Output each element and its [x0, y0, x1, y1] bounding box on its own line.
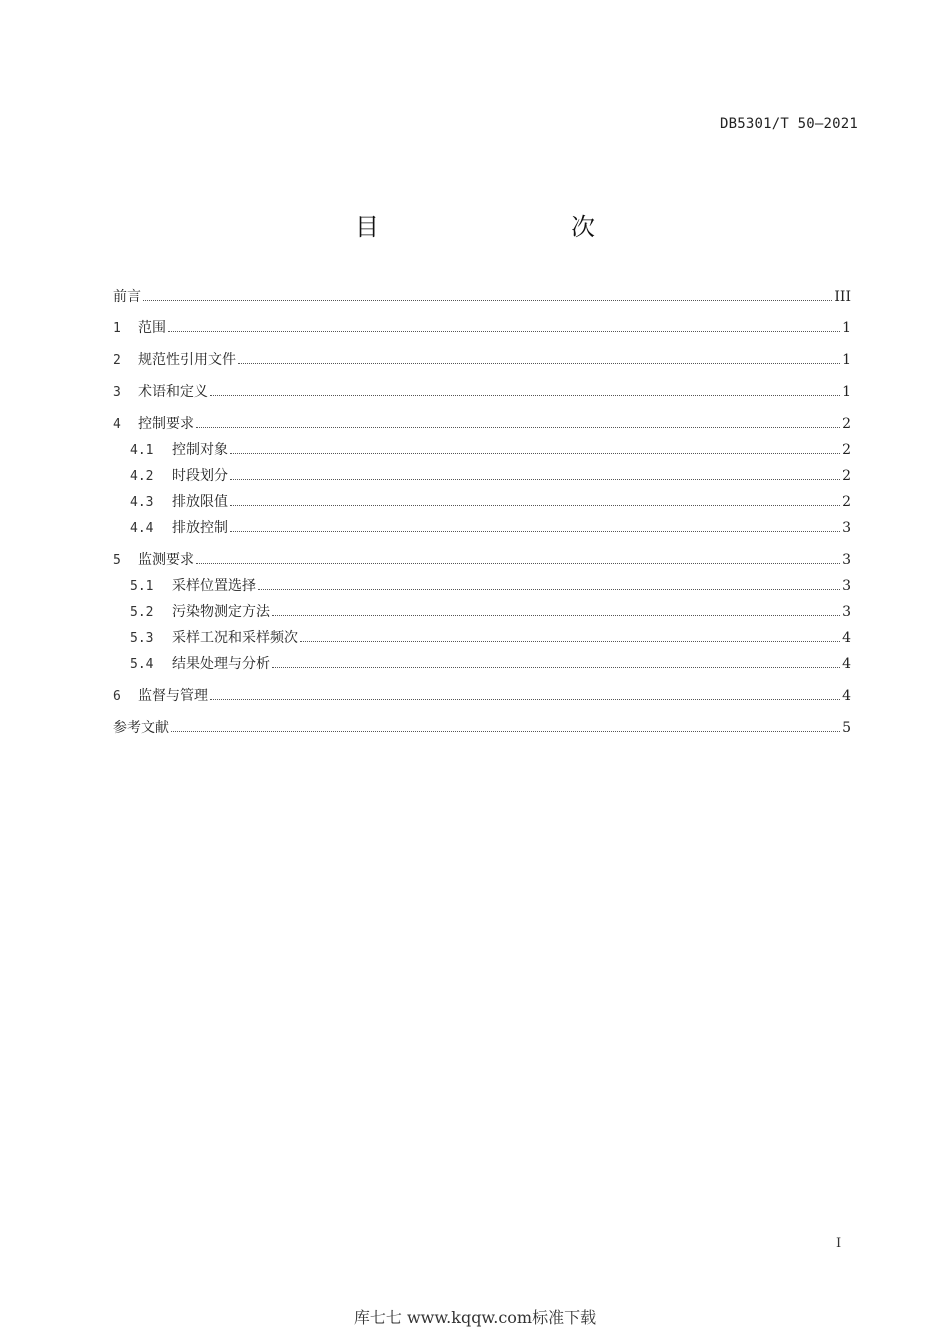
toc-number: 4.4 — [130, 521, 154, 536]
toc-number: 4.2 — [130, 469, 154, 484]
toc-number: 4.1 — [130, 443, 154, 458]
toc-entry-5-1[interactable] — [113, 576, 851, 597]
toc-entry-1[interactable] — [113, 318, 851, 339]
toc-label: 范围 — [138, 320, 166, 336]
toc-number: 6 — [113, 689, 121, 704]
toc-label: 时段划分 — [172, 468, 228, 484]
dot-leader — [300, 640, 840, 642]
toc-page-number: 3 — [842, 552, 851, 568]
dot-leader — [230, 452, 840, 454]
toc-label: 采样位置选择 — [172, 578, 256, 594]
toc-number: 5 — [113, 553, 121, 568]
toc-label: 前言 — [113, 289, 141, 305]
dot-leader — [230, 478, 840, 480]
toc-label: 监测要求 — [138, 552, 194, 568]
toc-page-number: 4 — [842, 688, 851, 704]
toc-number: 5.4 — [130, 657, 154, 672]
toc-page-number: 2 — [842, 442, 851, 458]
toc-label: 规范性引用文件 — [138, 352, 236, 368]
toc-page-number: 4 — [842, 656, 851, 672]
toc-page-number: 1 — [842, 384, 851, 400]
toc-entry-4-1[interactable] — [113, 440, 851, 461]
toc-label: 控制要求 — [138, 416, 194, 432]
toc-label: 结果处理与分析 — [172, 656, 270, 672]
toc-entry-2[interactable] — [113, 350, 851, 371]
toc-entry-foreword[interactable] — [113, 287, 851, 307]
toc-page-number: 1 — [842, 320, 851, 336]
toc-label: 采样工况和采样频次 — [172, 630, 298, 646]
toc-label: 污染物测定方法 — [172, 604, 270, 620]
toc-number: 5.1 — [130, 579, 154, 594]
toc-entry-5[interactable] — [113, 550, 851, 571]
toc-page-number: 3 — [842, 604, 851, 620]
toc-entry-4-2[interactable] — [113, 466, 851, 487]
toc-page-number: 4 — [842, 630, 851, 646]
toc-entry-4[interactable] — [113, 414, 851, 435]
dot-leader — [143, 299, 832, 301]
dot-leader — [196, 562, 840, 564]
dot-leader — [210, 698, 840, 700]
toc-page-number: 5 — [842, 720, 851, 736]
dot-leader — [210, 394, 840, 396]
document-code: DB5301/T 50—2021 — [719, 116, 858, 132]
dot-leader — [238, 362, 840, 364]
toc-page-number: 3 — [842, 520, 851, 536]
toc-entry-4-4[interactable] — [113, 518, 851, 539]
toc-label: 排放控制 — [172, 520, 228, 536]
dot-leader — [168, 330, 840, 332]
toc-label: 控制对象 — [172, 442, 228, 458]
toc-entry-references[interactable] — [113, 718, 851, 738]
toc-label: 术语和定义 — [138, 384, 208, 400]
toc-number: 2 — [113, 353, 121, 368]
toc-number: 4.3 — [130, 495, 154, 510]
toc-number: 5.3 — [130, 631, 154, 646]
dot-leader — [230, 530, 840, 532]
toc-page-number: 2 — [842, 494, 851, 510]
dot-leader — [272, 666, 840, 668]
toc-number: 4 — [113, 417, 121, 432]
toc-entry-3[interactable] — [113, 382, 851, 403]
dot-leader — [196, 426, 840, 428]
watermark-text: 库七七 www.kqqw.com标准下载 — [353, 1308, 597, 1327]
dot-leader — [230, 504, 840, 506]
toc-page-number: 1 — [842, 352, 851, 368]
toc-number: 1 — [113, 321, 121, 336]
toc-label: 监督与管理 — [138, 688, 208, 704]
page-number: I — [836, 1236, 842, 1251]
toc-entry-4-3[interactable] — [113, 492, 851, 513]
page-title: 目 次 — [355, 213, 643, 241]
toc-page-number: 3 — [842, 578, 851, 594]
dot-leader — [258, 588, 840, 590]
toc-number: 3 — [113, 385, 121, 400]
toc-page-number: III — [834, 289, 851, 305]
toc-entry-5-2[interactable] — [113, 602, 851, 623]
dot-leader — [171, 730, 840, 732]
toc-number: 5.2 — [130, 605, 154, 620]
toc-label: 参考文献 — [113, 720, 169, 736]
toc-entry-5-4[interactable] — [113, 654, 851, 675]
toc-label: 排放限值 — [172, 494, 228, 510]
dot-leader — [272, 614, 840, 616]
toc-entry-5-3[interactable] — [113, 628, 851, 649]
toc-page-number: 2 — [842, 468, 851, 484]
table-of-contents — [113, 284, 851, 738]
toc-entry-6[interactable] — [113, 686, 851, 707]
toc-page-number: 2 — [842, 416, 851, 432]
